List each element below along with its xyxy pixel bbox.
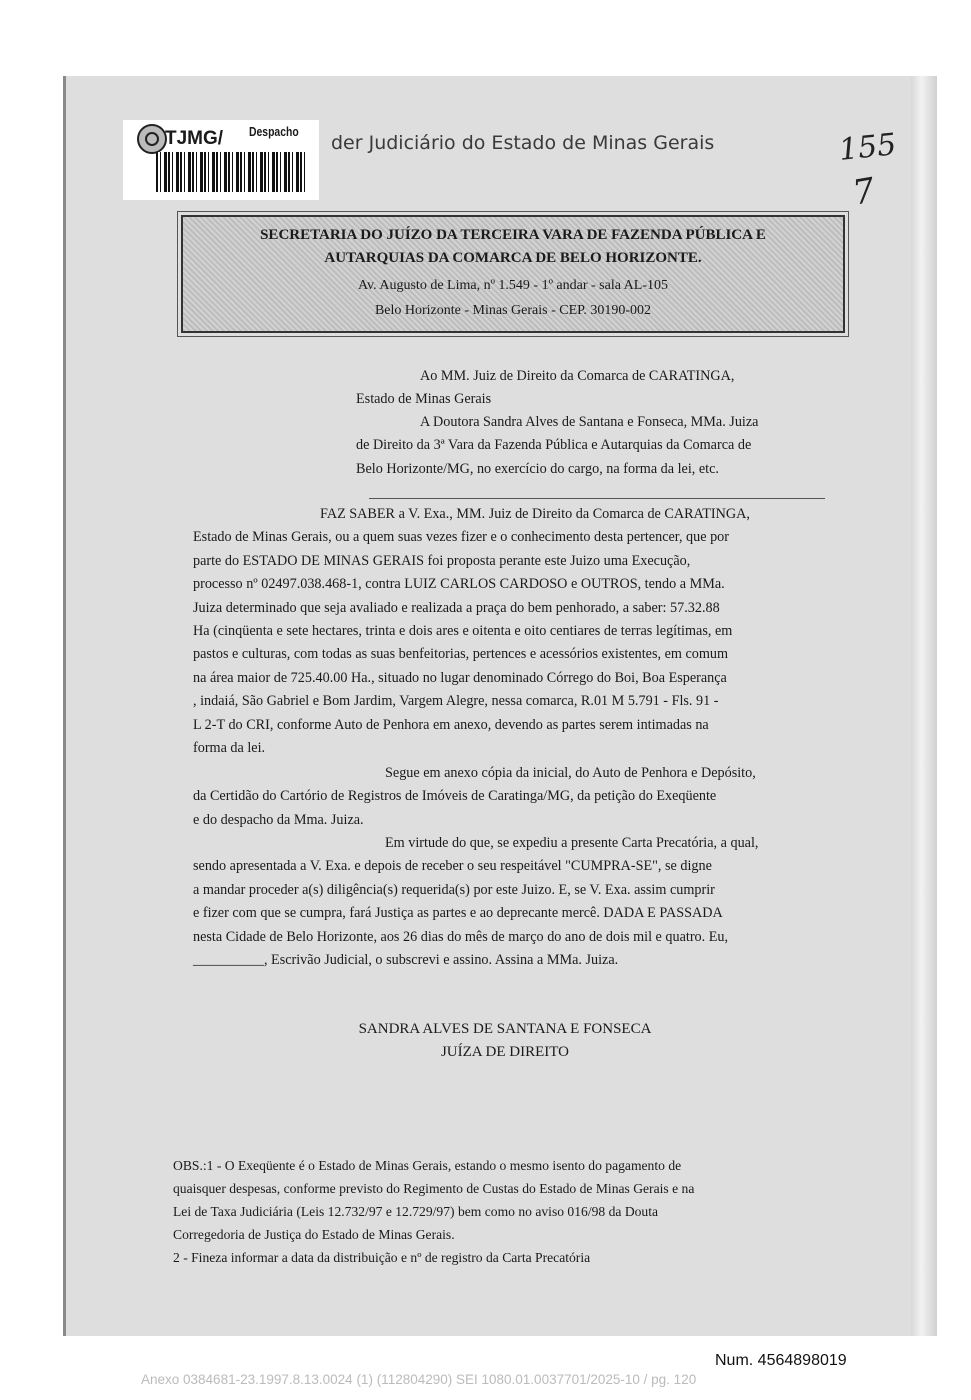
text-line: de Direito da 3ª Vara da Fazenda Pública e Autarquias da Comarca de <box>356 437 752 454</box>
header-city: Belo Horizonte - Minas Gerais - CEP. 30190-002 <box>374 303 652 318</box>
scan-edge <box>911 76 937 1336</box>
text-line: na área maior de 725.40.00 Ha., situado no lugar denominado Córrego do Boi, Boa Esperança <box>193 669 727 686</box>
text-line: da Certidão do Cartório de Registros de Imóveis de Caratinga/MG, da petição do Exeqüente <box>193 788 717 805</box>
scanned-page <box>63 76 937 1336</box>
secretaria-header-box <box>181 215 845 333</box>
text-line: OBS.:1 - O Exeqüente é o Estado de Minas Gerais, estando o mesmo isento do pagamento de <box>173 1158 682 1173</box>
body-paragraph <box>193 503 823 760</box>
court-header: der Judiciário do Estado de Minas Gerais <box>331 132 715 154</box>
text-line: Corregedoria de Justiça do Estado de Minas Gerais. <box>173 1227 455 1242</box>
text-line: processo nº 02497.038.468-1, contra LUIZ CARLOS CARDOSO e OUTROS, tendo a MMa. <box>193 576 725 593</box>
text-line: L 2-T do CRI, conforme Auto de Penhora em anexo, devendo as partes serem intimadas na <box>193 716 709 733</box>
text-line: Lei de Taxa Judiciária (Leis 12.732/97 e 12.729/97) bem como no aviso 016/98 da Douta <box>173 1204 659 1219</box>
annex-reference: Anexo 0384681-23.1997.8.13.0024 (1) (112804290) SEI 1080.01.0037701/2025-10 / pg. 120 <box>141 1372 697 1387</box>
issuer-paragraph <box>356 411 822 481</box>
text-line: nesta Cidade de Belo Horizonte, aos 26 dias do mês de março do ano de dois mil e quatro. Eu, <box>193 928 729 945</box>
text-line: Juiza determinado que seja avaliado e realizada a praça do bem penhorado, a saber: 57.32.88 <box>193 599 720 616</box>
text-line: e fizer com que se cumpra, fará Justiça as partes e ao deprecante mercê. DADA E PASSADA <box>193 905 723 922</box>
text-line: pastos e culturas, com todas as suas benfeitorias, pertences e acessórios existentes, em comum <box>193 646 729 663</box>
text-line: quaisquer despesas, conforme previsto do Regimento de Custas do Estado de Minas Gerais e na <box>173 1181 695 1196</box>
observations <box>173 1154 823 1269</box>
text-line: Ha (cinqüenta e sete hectares, trinta e dois ares e oitenta e oito centiares de terras legítimas, em <box>193 623 733 640</box>
text-line: Em virtude do que, se expediu a presente Carta Precatória, a qual, <box>385 835 759 851</box>
handwritten-page-number: 155 <box>837 127 898 168</box>
text-line: A Doutora Sandra Alves de Santana e Fonseca, MMa. Juiza <box>420 414 759 430</box>
text-line: __________, Escrivão Judicial, o subscrevi e assino. Assina a MMa. Juiza. <box>193 952 619 969</box>
text-line: , indaiá, São Gabriel e Bom Jardim, Vargem Alegre, nessa comarca, R.01 M 5.791 - Fls. 91 - <box>193 693 719 710</box>
text-line: Belo Horizonte/MG, no exercício do cargo, na forma da lei, etc. <box>356 460 719 477</box>
header-line: AUTARQUIAS DA COMARCA DE BELO HORIZONTE. <box>324 250 702 266</box>
text-line: e do despacho da Mma. Juiza. <box>193 811 364 828</box>
text-line: Estado de Minas Gerais, ou a quem suas vezes fizer e o conhecimento desta pertencer, que por <box>193 529 729 546</box>
tjmg-logo-text: TJMG/ <box>165 128 224 149</box>
text-line: 2 - Fineza informar a data da distribuição e nº de registro da Carta Precatória <box>173 1250 591 1265</box>
body-paragraph <box>193 832 823 972</box>
scan-edge <box>63 76 66 1336</box>
header-address: Av. Augusto de Lima, nº 1.549 - 1º andar - sala AL-105 <box>357 278 668 293</box>
text-line: Segue em anexo cópia da inicial, do Auto de Penhora e Depósito, <box>385 765 756 781</box>
document-number: Num. 4564898019 <box>715 1352 847 1369</box>
handwritten-mark: 7 <box>849 170 878 214</box>
stamp-label: Despacho <box>249 124 299 139</box>
text-line: sendo apresentada a V. Exa. e depois de receber o seu respeitável "CUMPRA-SE", se digne <box>193 858 712 875</box>
text-line: FAZ SABER a V. Exa., MM. Juiz de Direito da Comarca de CARATINGA, <box>320 506 750 522</box>
body-paragraph <box>193 762 823 832</box>
recipient-line: Ao MM. Juiz de Direito da Comarca de CARATINGA, <box>420 368 735 384</box>
signature-title: JUÍZA DE DIREITO <box>440 1044 570 1060</box>
text-line: parte do ESTADO DE MINAS GERAIS foi proposta perante este Juizo uma Execução, <box>193 552 691 569</box>
text-line: a mandar proceder a(s) diligência(s) requerida(s) por este Juizo. E, se V. Exa. assim cumprir <box>193 881 715 898</box>
tjmg-seal-icon <box>137 124 167 154</box>
recipient-state: Estado de Minas Gerais <box>356 391 492 407</box>
divider <box>369 498 825 499</box>
barcode-icon <box>156 152 306 192</box>
header-line: SECRETARIA DO JUÍZO DA TERCEIRA VARA DE FAZENDA PÚBLICA E <box>260 227 766 243</box>
signature-name: SANDRA ALVES DE SANTANA E FONSECA <box>358 1021 652 1037</box>
text-line: forma da lei. <box>193 740 266 757</box>
